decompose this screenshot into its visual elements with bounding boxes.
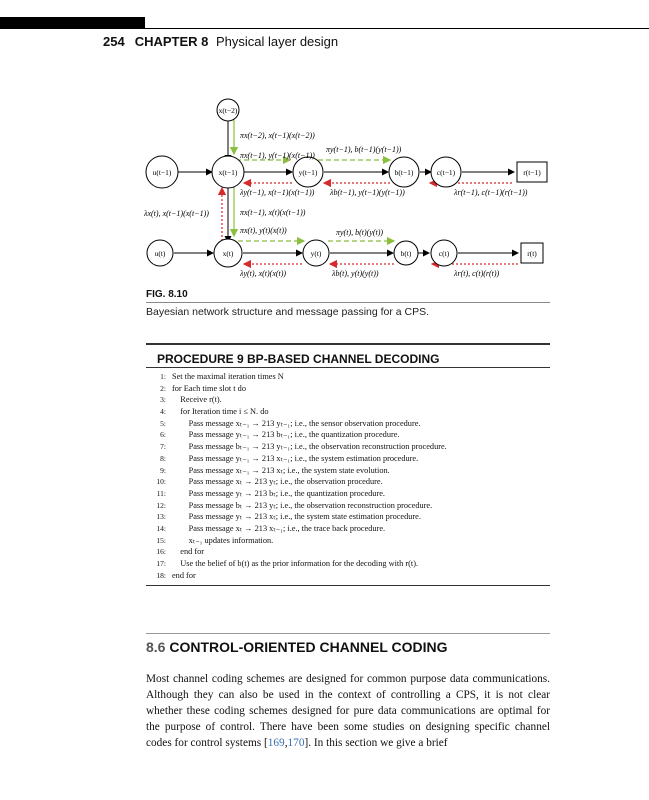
line-number: 11: [156, 488, 166, 498]
chapter-title: Physical layer design [216, 34, 339, 49]
citation-separator: , [284, 737, 288, 750]
line-text: for Each time slot t do [172, 383, 246, 393]
msg-pi-2: πx(t−1), y(t−1)(x(t−1)) [240, 151, 315, 160]
msg-pi-5: πx(t), y(t)(x(t)) [240, 226, 287, 235]
label-x-t2: x(t−2) [218, 106, 238, 115]
procedure-steps [146, 371, 550, 581]
procedure-line [146, 488, 550, 500]
line-number: 18: [156, 570, 166, 580]
line-text: Pass message yₜ → 213 bₜ; i.e., the quantization procedure. [172, 488, 385, 498]
section-paragraph [146, 671, 550, 751]
procedure-line [146, 418, 550, 430]
line-text: end for [172, 547, 205, 557]
label-b-t: b(t) [400, 249, 412, 258]
msg-pi-3: πy(t−1), b(t−1)(y(t−1)) [326, 145, 402, 154]
label-c-t: c(t) [438, 249, 450, 258]
procedure-line [146, 441, 550, 453]
label-r-t1: r(t−1) [523, 168, 541, 177]
label-y-t1: y(t−1) [298, 168, 318, 177]
procedure-line [146, 523, 550, 535]
line-text: xₜ₋₁ updates information. [172, 535, 274, 545]
line-text: Pass message xₜ → 213 xₜ₋₁; i.e., the trace back procedure. [172, 523, 386, 533]
line-text: Pass message bₜ₋₁ → 213 yₜ₋₁; i.e., the observation reconstruction procedure. [172, 442, 447, 452]
label-x-t: x(t) [222, 249, 234, 258]
top-black-bar [0, 17, 145, 29]
line-number: 13: [156, 512, 166, 522]
line-number: 1: [160, 372, 166, 381]
procedure-line [146, 406, 550, 418]
line-text: Pass message yₜ₋₁ → 213 xₜ₋₁; i.e., the system estimation procedure. [172, 453, 419, 463]
line-text: Pass message xₜ → 213 yₜ; i.e., the observation procedure. [172, 477, 383, 487]
label-y-t: y(t) [310, 249, 322, 258]
msg-lambda-3: λr(t−1), c(t−1)(r(t−1)) [454, 188, 528, 197]
msg-lambda-7: λr(t), c(t)(r(t)) [454, 269, 500, 278]
line-number: 12: [156, 500, 166, 510]
msg-pi-6: πy(t), b(t)(y(t)) [336, 228, 384, 237]
msg-pi-4: πx(t−1), x(t)(x(t−1)) [240, 208, 306, 217]
procedure-line [146, 429, 550, 441]
section-rule [146, 633, 550, 634]
line-number: 2: [160, 383, 166, 393]
procedure-line [146, 383, 550, 395]
procedure-line [146, 500, 550, 512]
line-number: 14: [156, 523, 166, 533]
procedure-line [146, 465, 550, 477]
line-text: Pass message xₜ₋₁ → 213 xₜ; i.e., the system state evolution. [172, 465, 390, 475]
line-number: 17: [156, 559, 166, 568]
msg-lambda-5: λy(t), x(t)(x(t)) [240, 269, 287, 278]
line-text: Pass message yₜ₋₁ → 213 bₜ₋₁; i.e., the quantization procedure. [172, 430, 400, 440]
procedure-line [146, 453, 550, 465]
line-text: end for [172, 570, 196, 580]
procedure-line [146, 371, 550, 383]
label-r-t: r(t) [527, 249, 537, 258]
section-heading [146, 639, 448, 655]
line-number: 7: [160, 442, 166, 452]
line-number: 15: [156, 535, 166, 545]
msg-lambda-4: λx(t), x(t−1)(x(t−1)) [144, 209, 209, 218]
top-rule [145, 28, 649, 29]
line-text: Use the belief of b(t) as the prior information for the decoding with r(t). [172, 559, 419, 568]
line-number: 8: [160, 453, 166, 463]
line-text: Pass message yₜ → 213 xₜ; i.e., the system state estimation procedure. [172, 512, 421, 522]
section-number: 8.6 [146, 639, 166, 655]
line-number: 16: [156, 547, 166, 557]
label-b-t1: b(t−1) [394, 168, 414, 177]
label-u-t: u(t) [154, 249, 166, 258]
line-text: Receive r(t). [172, 395, 222, 405]
line-text: for Iteration time i ≤ N. do [172, 407, 269, 417]
line-number: 5: [160, 418, 166, 428]
line-text: Set the maximal iteration times N [172, 372, 284, 381]
procedure-top-rule [146, 343, 550, 345]
chapter-label: CHAPTER 8 [134, 34, 209, 49]
line-number: 10: [156, 477, 166, 487]
paragraph-text-end: ]. In this section we give a brief [304, 737, 448, 750]
line-number: 6: [160, 430, 166, 440]
procedure-line [146, 558, 550, 570]
procedure-title: PROCEDURE 9 BP-BASED CHANNEL DECODING [157, 352, 440, 366]
procedure-title-rule [146, 367, 550, 368]
figure-label: FIG. 8.10 [146, 289, 188, 300]
paragraph-text: Most channel coding schemes are designed for common purpose data communications. Although they can also be used in the context of controlling a CPS, it is not clear whether these coding schemes designed for pure data communications are optimal for the purpose of control. There have been some studies on designing specific channel codes for control systems [ [146, 673, 550, 750]
citation-170[interactable]: 170 [287, 737, 305, 750]
figure-caption: Bayesian network structure and message passing for a CPS. [146, 306, 430, 318]
label-x-t1: x(t−1) [218, 168, 238, 177]
procedure-bottom-rule [146, 585, 550, 586]
page-number: 254 [103, 34, 125, 49]
procedure-line [146, 476, 550, 488]
line-number: 4: [160, 407, 166, 417]
msg-lambda-1: λy(t−1), x(t−1)(x(t−1)) [240, 188, 315, 197]
section-title: CONTROL-ORIENTED CHANNEL CODING [169, 639, 448, 655]
line-number: 9: [160, 465, 166, 475]
line-number: 3: [160, 395, 166, 405]
figure-caption-rule [146, 302, 550, 303]
bayesian-network-figure [140, 98, 550, 288]
procedure-line [146, 570, 550, 582]
msg-lambda-6: λb(t), y(t)(y(t)) [332, 269, 379, 278]
label-u-t1: u(t−1) [152, 168, 172, 177]
running-header [103, 34, 338, 49]
procedure-line [146, 535, 550, 547]
label-c-t1: c(t−1) [436, 168, 456, 177]
procedure-line [146, 511, 550, 523]
line-text: Pass message xₜ₋₁ → 213 yₜ₋₁; i.e., the sensor observation procedure. [172, 418, 421, 428]
line-text: Pass message bₜ → 213 yₜ; i.e., the observation reconstruction procedure. [172, 500, 433, 510]
procedure-line [146, 546, 550, 558]
citation-169[interactable]: 169 [267, 737, 285, 750]
msg-pi-1: πx(t−2), x(t−1)(x(t−2)) [240, 131, 315, 140]
msg-lambda-2: λb(t−1), y(t−1)(y(t−1)) [330, 188, 405, 197]
procedure-line [146, 394, 550, 406]
